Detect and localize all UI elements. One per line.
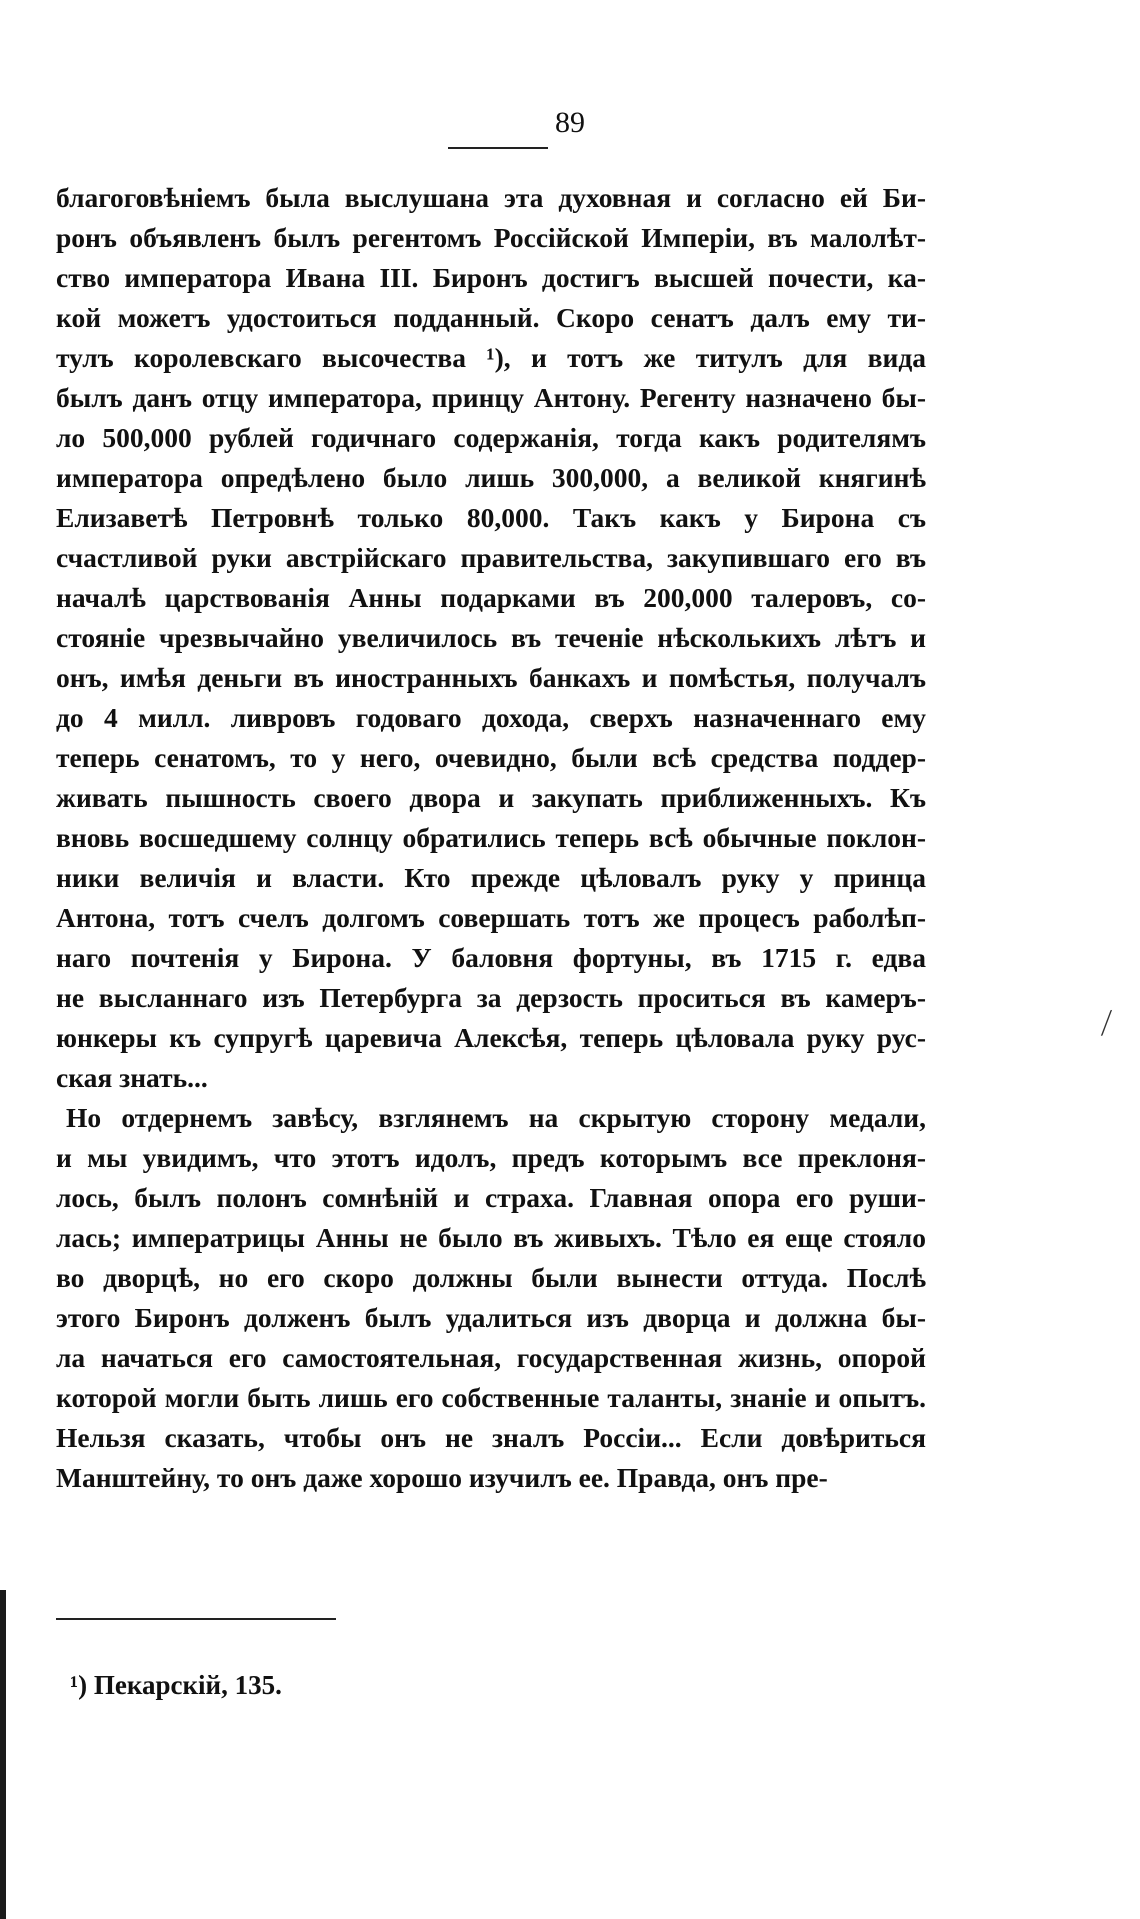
page-number-rule	[448, 147, 548, 149]
text-line: Антона, тотъ счелъ долгомъ совершать тотъ же процесъ раболѣп-	[56, 902, 926, 933]
text-line: лась; императрицы Анны не было въ живыхъ. Тѣло ея еще стояло	[56, 1222, 926, 1253]
text-line: ло 500,000 рублей годичнаго содержанія, тогда какъ родителямъ	[56, 422, 926, 453]
text-line: живать пышность своего двора и закупать приближенныхъ. Къ	[56, 782, 926, 813]
text-line: Но отдернемъ завѣсу, взглянемъ на скрытую сторону медали,	[66, 1102, 926, 1133]
body-text	[56, 178, 926, 1498]
text-line: ла начаться его самостоятельная, государственная жизнь, опорой	[56, 1342, 926, 1373]
text-line: Елизаветѣ Петровнѣ только 80,000. Такъ какъ у Бирона съ	[56, 502, 926, 533]
text-line: стояніе чрезвычайно увеличилось въ теченіе нѣсколькихъ лѣтъ и	[56, 622, 926, 653]
text-line: былъ данъ отцу императора, принцу Антону. Регенту назначено бы-	[56, 382, 926, 413]
text-line: императора опредѣлено было лишь 300,000, а великой княгинѣ	[56, 462, 926, 493]
text-line: которой могли быть лишь его собственные таланты, знаніе и опытъ.	[56, 1382, 926, 1413]
text-line: ники величія и власти. Кто прежде цѣловалъ руку у принца	[56, 862, 926, 893]
text-line: и мы увидимъ, что этотъ идолъ, предъ которымъ все преклоня-	[56, 1142, 926, 1173]
text-line: не высланнаго изъ Петербурга за дерзость проситься въ камеръ-	[56, 982, 926, 1013]
text-line: вновь восшедшему солнцу обратились теперь всѣ обычные поклон-	[56, 822, 926, 853]
text-line: Нельзя сказать, чтобы онъ не зналъ Россіи... Если довѣриться	[56, 1422, 926, 1453]
text-line: тулъ королевскаго высочества ¹), и тотъ же титулъ для вида	[56, 342, 926, 373]
text-line: лось, былъ полонъ сомнѣній и страха. Главная опора его руши-	[56, 1182, 926, 1213]
text-line: кой можетъ удостоиться подданный. Скоро сенатъ далъ ему ти-	[56, 302, 926, 333]
text-line: теперь сенатомъ, то у него, очевидно, были всѣ средства поддер-	[56, 742, 926, 773]
footnote: ¹) Пекарскій, 135.	[70, 1670, 282, 1700]
text-line: началѣ царствованія Анны подарками въ 200,000 талеровъ, со-	[56, 582, 926, 613]
page-number: 89	[555, 106, 585, 139]
footnote-rule	[56, 1618, 336, 1620]
text-line: во дворцѣ, но его скоро должны были вынести оттуда. Послѣ	[56, 1262, 926, 1293]
binding-edge	[0, 1590, 6, 1919]
text-line: наго почтенія у Бирона. У баловня фортуны, въ 1715 г. едва	[56, 942, 926, 973]
text-line: счастливой руки австрійскаго правительства, закупившаго его въ	[56, 542, 926, 573]
text-line: до 4 милл. ливровъ годоваго дохода, сверхъ назначеннаго ему	[56, 702, 926, 733]
text-line: ронъ объявленъ былъ регентомъ Россійской Имперіи, въ малолѣт-	[56, 222, 926, 253]
text-line: онъ, имѣя деньги въ иностранныхъ банкахъ и помѣстья, получалъ	[56, 662, 926, 693]
text-line: ство императора Ивана III. Биронъ достигъ высшей почести, ка-	[56, 262, 926, 293]
text-line: юнкеры къ супругѣ царевича Алексѣя, теперь цѣловала руку рус-	[56, 1022, 926, 1053]
text-line: благоговѣніемъ была выслушана эта духовная и согласно ей Би-	[56, 182, 926, 213]
text-line: Манштейну, то онъ даже хорошо изучилъ ее. Правда, онъ пре-	[56, 1462, 828, 1493]
margin-check-mark: ⁄	[1099, 1004, 1115, 1043]
text-line: этого Биронъ долженъ былъ удалиться изъ дворца и должна бы-	[56, 1302, 926, 1333]
text-line: ская знать...	[56, 1062, 208, 1093]
